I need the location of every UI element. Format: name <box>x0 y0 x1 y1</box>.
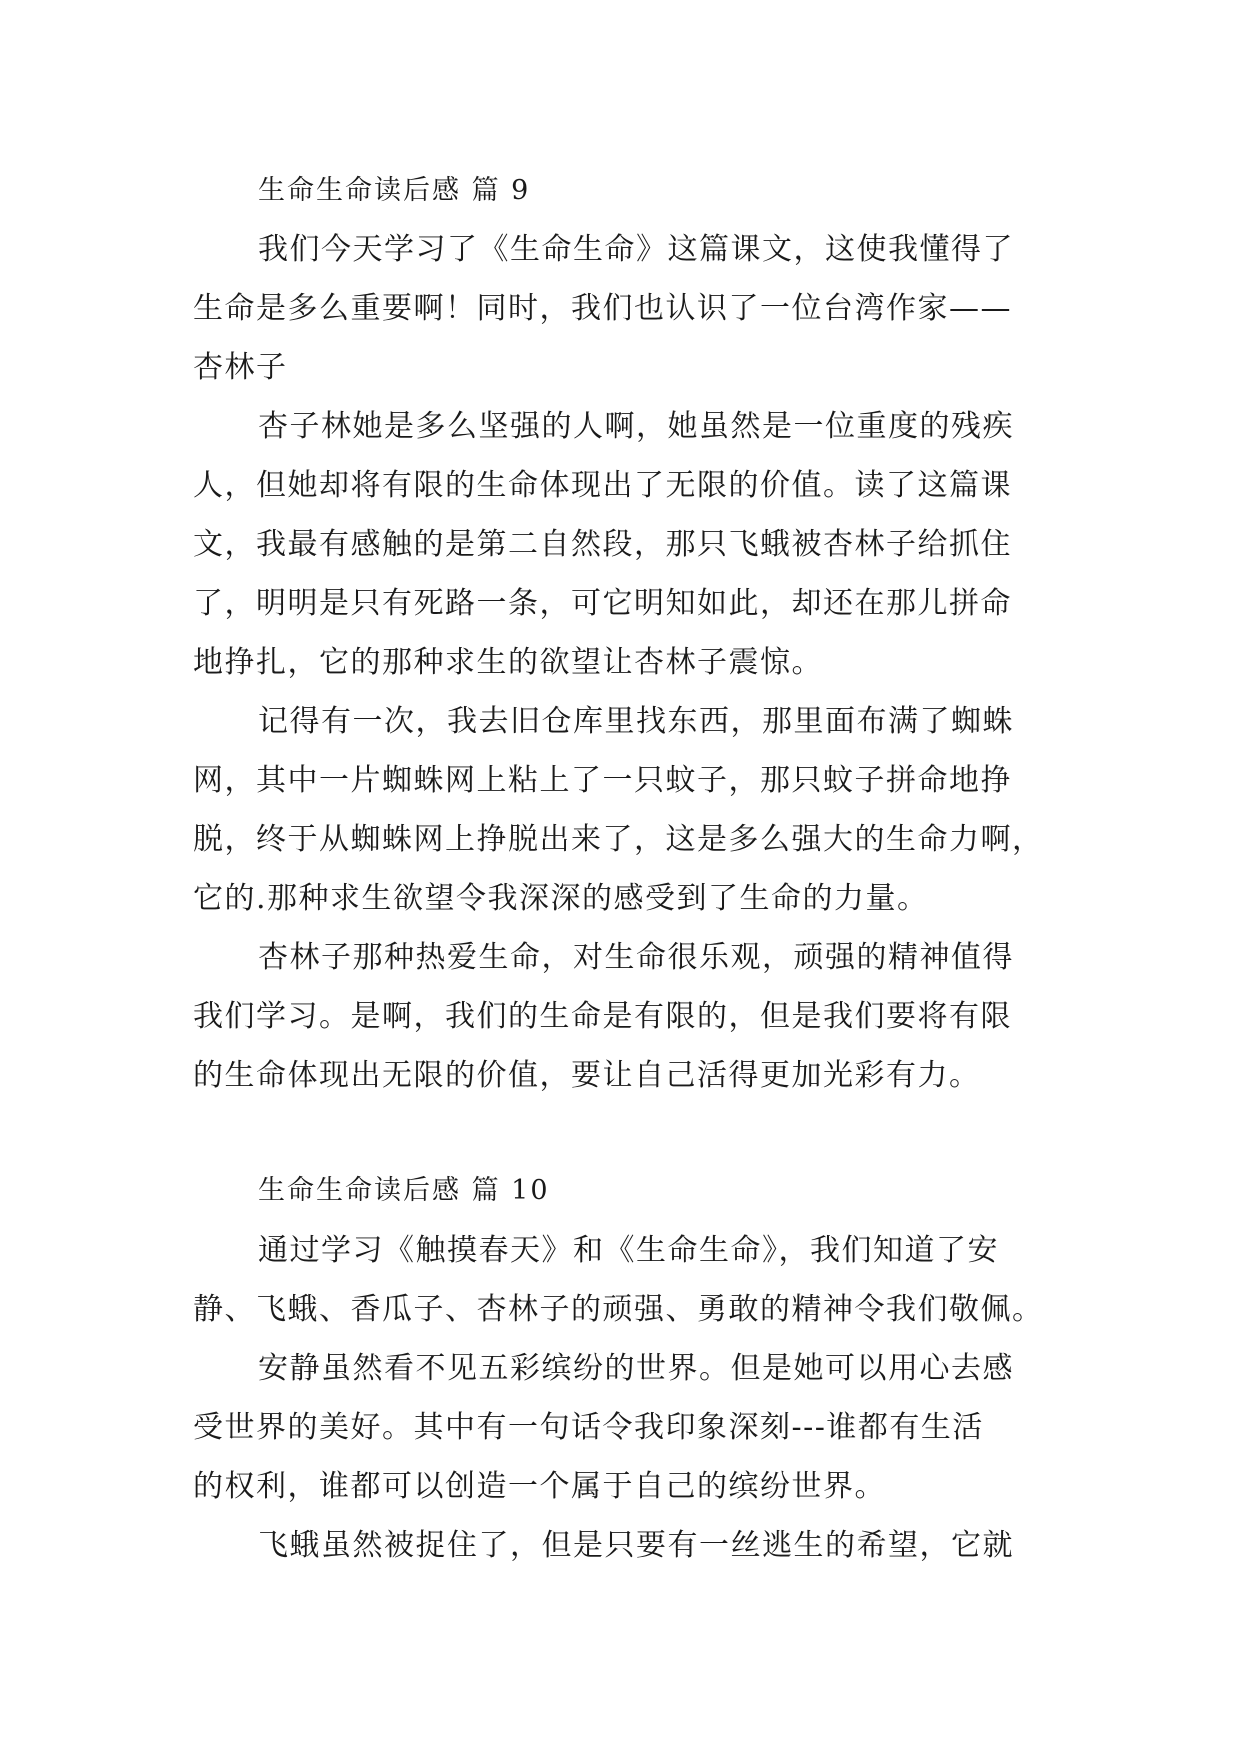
paragraph-line: 静、飞蛾、香瓜子、杏林子的顽强、勇敢的精神令我们敬佩。 <box>193 1292 1044 1327</box>
paragraph-line: 它的.那种求生欲望令我深深的感受到了生命的力量。 <box>193 881 929 916</box>
section-heading: 生命生命读后感 篇 10 <box>258 1175 550 1206</box>
paragraph-line: 杏林子 <box>193 350 288 385</box>
paragraph-line: 脱，终于从蜘蛛网上挣脱出来了，这是多么强大的生命力啊， <box>193 822 1044 857</box>
paragraph-line: 通过学习《触摸春天》和《生命生命》，我们知道了安 <box>258 1233 999 1268</box>
paragraph-line: 杏林子那种热爱生命，对生命很乐观，顽强的精神值得 <box>258 940 1014 975</box>
paragraph-line: 我们今天学习了《生命生命》这篇课文，这使我懂得了 <box>258 232 1014 267</box>
paragraph-line: 记得有一次，我去旧仓库里找东西，那里面布满了蜘蛛 <box>258 704 1014 739</box>
paragraph-line: 飞蛾虽然被捉住了，但是只要有一丝逃生的希望，它就 <box>258 1528 1014 1563</box>
paragraph-line: 人，但她却将有限的生命体现出了无限的价值。读了这篇课 <box>193 468 1012 503</box>
paragraph-line: 网，其中一片蜘蛛网上粘上了一只蚊子，那只蚊子拼命地挣 <box>193 763 1012 798</box>
paragraph-line: 安静虽然看不见五彩缤纷的世界。但是她可以用心去感 <box>258 1351 1014 1386</box>
paragraph-line: 的生命体现出无限的价值，要让自己活得更加光彩有力。 <box>193 1058 981 1093</box>
paragraph-line: 我们学习。是啊，我们的生命是有限的，但是我们要将有限 <box>193 999 1012 1034</box>
paragraph-line: 地挣扎，它的那种求生的欲望让杏林子震惊。 <box>193 645 823 680</box>
paragraph-line: 文，我最有感触的是第二自然段，那只飞蛾被杏林子给抓住 <box>193 527 1012 562</box>
section-heading: 生命生命读后感 篇 9 <box>258 175 531 206</box>
paragraph-line: 受世界的美好。其中有一句话令我印象深刻---谁都有生活 <box>193 1410 984 1445</box>
paragraph-line: 的权利，谁都可以创造一个属于自己的缤纷世界。 <box>193 1469 886 1504</box>
paragraph-line: 了，明明是只有死路一条，可它明知如此，却还在那儿拼命 <box>193 586 1012 621</box>
paragraph-line: 生命是多么重要啊！同时，我们也认识了一位台湾作家—— <box>193 291 1012 326</box>
paragraph-line: 杏子林她是多么坚强的人啊，她虽然是一位重度的残疾 <box>258 409 1014 444</box>
